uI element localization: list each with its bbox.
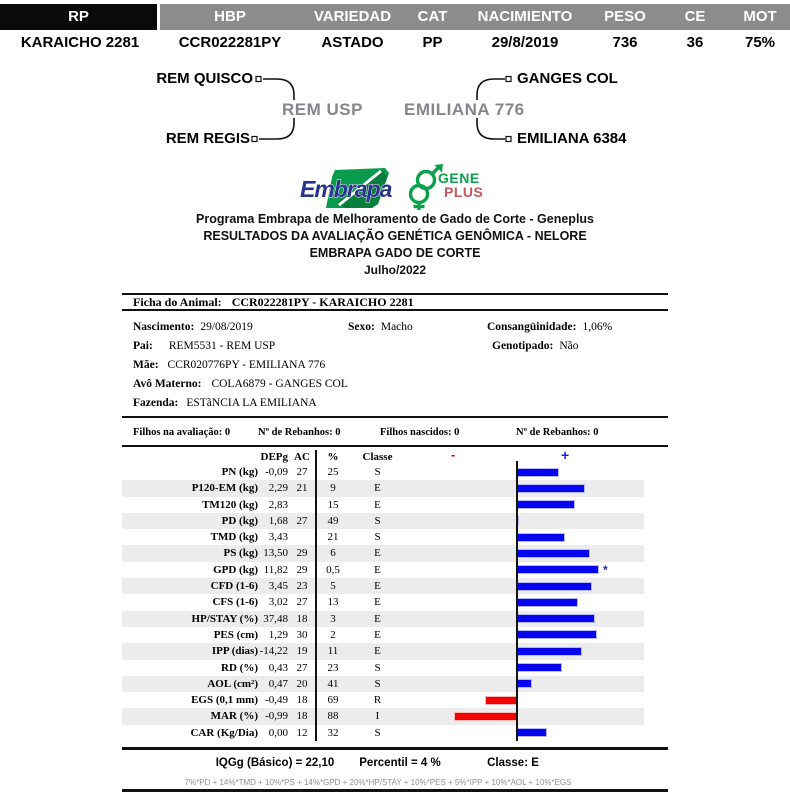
pedigree-dam: EMILIANA 776: [404, 100, 525, 119]
iqgg-formula: 7%*PD + 14%*TMD + 10%*PS + 14%*GPD + 20%*HP/STAY + 10%*PES + 5%*IPP + 10%*AOL + 10%*EGS: [184, 778, 572, 787]
trait-classe: S: [374, 677, 381, 690]
info-fazenda-label: Fazenda:: [133, 397, 179, 409]
trait-classe: E: [374, 580, 381, 593]
pedigree-dam-dam: EMILIANA 6384: [517, 130, 627, 147]
info-nascimento-label: Nascimento:: [133, 321, 195, 333]
column-divider-line: [315, 450, 317, 741]
percentile-bar-positive: [517, 565, 599, 574]
trait-depg: 13,50: [263, 547, 288, 560]
percentile-bar-positive: [517, 647, 582, 656]
percentile-bar-positive: [517, 582, 592, 591]
header-chart-cell: [405, 447, 644, 464]
percentile-bar-positive: [517, 549, 590, 558]
percentile-bar-negative: [454, 712, 517, 721]
percentile-bar-positive: [517, 500, 575, 509]
stat-value: 0: [454, 427, 460, 438]
trait-bar-cell: [405, 692, 644, 708]
trait-classe: E: [374, 547, 381, 560]
female-symbol-icon: [411, 186, 428, 203]
info-genotipado: [492, 340, 579, 352]
trait-depg: 3,45: [268, 580, 288, 593]
rule-below-info: [122, 416, 668, 418]
percentile-bar-positive: [517, 663, 562, 672]
stat-label: Filhos na avaliação:: [133, 427, 223, 438]
trait-ac: 18: [296, 710, 308, 723]
trait-bar-cell: [405, 545, 644, 561]
trait-label: IPP (dias): [211, 645, 258, 658]
trait-bar-cell: [405, 627, 644, 643]
percentile-bar-negative: [485, 696, 517, 705]
dep-row: [122, 676, 644, 692]
dep-rows: [122, 464, 668, 741]
plus-axis-label: +: [561, 447, 570, 463]
stat-label: Nº de Rebanhos:: [516, 427, 591, 438]
dep-row: [122, 725, 644, 741]
trait-bar-cell: [405, 529, 644, 545]
value-col-mot: 75%: [744, 34, 776, 51]
trait-percentil: 6: [330, 547, 336, 560]
percentile-bar-positive: [517, 679, 532, 688]
pedigree-sire: REM USP: [282, 100, 363, 119]
dep-row: [122, 611, 644, 627]
trait-percentil: 88: [327, 710, 339, 723]
trait-bar-cell: [405, 464, 644, 480]
percentile-bar-positive: [517, 630, 597, 639]
trait-bar-cell: [405, 594, 644, 610]
results-title: RESULTADOS DA AVALIAÇÃO GENÉTICA GENÔMICA - NELORE: [203, 229, 587, 243]
info-avo-label: Avô Materno:: [133, 378, 202, 390]
dep-row: [122, 643, 644, 659]
trait-ac: 19: [296, 645, 308, 658]
trait-classe: E: [374, 612, 381, 625]
trait-ac: 12: [296, 726, 308, 739]
percentile-bar-positive: [517, 533, 565, 542]
header-ac: AC: [294, 451, 310, 463]
dep-row: [122, 660, 644, 676]
ficha-line: [133, 295, 414, 310]
value-col-cat: PP: [422, 34, 443, 51]
minus-axis-label: -: [451, 447, 456, 462]
trait-percentil: 21: [327, 531, 339, 544]
info-avo-value: COLA6879 - GANGES COL: [211, 378, 348, 390]
trait-percentil: 5: [330, 580, 336, 593]
trait-label: CAR (Kg/Dia): [190, 726, 258, 739]
trait-depg: 1,68: [268, 514, 288, 527]
trait-percentil: 15: [327, 498, 339, 511]
stat-label: Nº de Rebanhos:: [258, 427, 333, 438]
header-col-nacimiento: NACIMIENTO: [460, 4, 590, 30]
trait-label: CFS (1-6): [212, 596, 258, 609]
trait-label: EGS (0,1 mm): [191, 694, 258, 707]
stat-value: 0: [224, 427, 231, 438]
trait-ac: 27: [296, 514, 308, 527]
trait-bar-cell: [405, 660, 644, 676]
info-fazenda: [133, 397, 317, 409]
dep-row: [122, 529, 644, 545]
animal-header-table: [0, 4, 790, 55]
trait-depg: 0,43: [268, 661, 288, 674]
stat-rebanhos-2: [516, 427, 599, 438]
trait-percentil: 11: [327, 645, 339, 658]
dep-row: [122, 578, 644, 594]
header-depg: DEPg: [260, 451, 288, 463]
trait-classe: S: [374, 726, 381, 739]
pedigree-sire-dam: REM REGIS: [165, 130, 250, 147]
geneplus-gene-text: GENE: [438, 170, 480, 186]
header-col-variedad: VARIEDAD: [300, 4, 405, 30]
dep-row: [122, 627, 644, 643]
stat-value: 0: [593, 427, 599, 438]
trait-depg: 2,29: [268, 482, 288, 495]
ficha-value: CCR022281PY - KARAICHO 2281: [231, 295, 414, 309]
trait-classe: S: [374, 466, 381, 478]
report-date: Julho/2022: [363, 263, 427, 277]
bar-star-marker: *: [603, 562, 608, 577]
trait-classe: S: [374, 661, 381, 674]
value-col-peso: 736: [612, 34, 638, 51]
info-mae-value: CCR020776PY - EMILIANA 776: [167, 359, 326, 371]
value-col-variedad: ASTADO: [321, 34, 384, 51]
header-col-ce: CE: [660, 4, 730, 30]
trait-label: PS (kg): [223, 547, 258, 560]
info-sexo: [348, 321, 413, 333]
trait-ac: 23: [296, 580, 308, 593]
trait-classe: E: [374, 596, 381, 609]
dep-row: [122, 708, 644, 724]
trait-bar-cell: [405, 708, 644, 724]
info-mae-label: Mãe:: [133, 359, 159, 371]
trait-label: PD (kg): [221, 514, 258, 527]
trait-percentil: 13: [327, 596, 339, 609]
info-mae: [133, 359, 325, 371]
trait-depg: 0,00: [268, 726, 288, 739]
percentil-summary: Percentil = 4 %: [359, 757, 441, 769]
classe-summary: Classe: E: [487, 757, 539, 769]
trait-label: AOL (cm²): [207, 677, 258, 690]
percentile-bar-positive: [517, 598, 578, 607]
info-sexo-label: Sexo:: [348, 321, 375, 333]
info-genotipado-value: Não: [559, 340, 579, 352]
trait-ac: 27: [296, 596, 308, 609]
pedigree-node-marker: [256, 77, 261, 82]
trait-classe: I: [375, 710, 380, 723]
trait-depg: 3,43: [268, 531, 288, 544]
trait-percentil: 9: [330, 482, 336, 495]
header-col-mot: MOT: [730, 4, 790, 30]
rule-below-stats: [122, 445, 668, 447]
trait-depg: 3,02: [268, 596, 288, 609]
geneplus-plus-text: PLUS: [444, 184, 484, 200]
trait-percentil: 41: [327, 677, 339, 690]
trait-label: RD (%): [221, 661, 258, 674]
info-consang-value: 1,06%: [582, 321, 613, 333]
info-avo-materno: [133, 378, 348, 390]
trait-label: GPD (kg): [213, 563, 258, 576]
pedigree-node-marker: [506, 77, 511, 82]
iqgg-summary: IQGg (Básico) = 22,10: [215, 757, 335, 769]
trait-bar-cell: [405, 497, 644, 513]
stat-value: 0: [335, 427, 341, 438]
info-genotipado-label: Genotipado:: [492, 340, 554, 352]
trait-classe: E: [374, 645, 381, 658]
geneplus-logo: [398, 164, 486, 212]
chart-axis-line: [516, 461, 518, 741]
trait-bar-cell: [405, 643, 644, 659]
pedigree-connectors: [0, 60, 790, 160]
trait-ac: 27: [296, 466, 308, 478]
trait-depg: -0,49: [265, 694, 288, 707]
header-spacer: [122, 450, 258, 464]
trait-ac: 20: [296, 677, 308, 690]
trait-label: PES (cm): [213, 628, 258, 641]
trait-label: HP/STAY (%): [191, 612, 258, 625]
trait-depg: -14,22: [259, 645, 288, 658]
institution-title: EMBRAPA GADO DE CORTE: [309, 246, 481, 260]
stat-rebanhos-1: [258, 427, 341, 438]
trait-label: TMD (kg): [210, 531, 258, 544]
header-col-rp: RP: [0, 4, 160, 30]
stat-filhos-nascidos: [380, 427, 459, 438]
trait-depg: 11,82: [263, 563, 288, 576]
percentile-bar-positive: [517, 728, 547, 737]
trait-depg: -0,09: [265, 466, 288, 478]
trait-percentil: 2: [330, 628, 336, 641]
trait-bar-cell: [405, 578, 644, 594]
trait-ac: 27: [296, 661, 308, 674]
info-nascimento: [133, 321, 253, 333]
value-col-ce: 36: [686, 34, 704, 51]
header-col-peso: PESO: [590, 4, 660, 30]
trait-ac: 29: [296, 563, 308, 576]
program-title: Programa Embrapa de Melhoramento de Gado de Corte - Geneplus: [196, 212, 594, 226]
percentile-bar-positive: [517, 484, 585, 493]
dep-row: [122, 464, 644, 480]
percentile-bar-positive: [517, 614, 595, 623]
dep-row: [122, 594, 644, 610]
percentile-bar-positive: [517, 468, 559, 477]
rule-bottom: [122, 789, 668, 792]
dep-row: [122, 562, 644, 578]
ficha-label: Ficha do Animal:: [133, 295, 222, 309]
trait-bar-cell: [405, 562, 644, 578]
trait-classe: S: [374, 531, 381, 544]
trait-classe: R: [373, 694, 382, 707]
trait-classe: E: [374, 482, 381, 495]
trait-label: CFD (1-6): [210, 580, 258, 593]
stat-filhos-avaliacao: [133, 427, 230, 438]
info-consanguinidade: [487, 321, 612, 333]
value-col-hbp: CCR022281PY: [178, 34, 282, 51]
trait-depg: 2,83: [268, 498, 288, 511]
trait-label: P120-EM (kg): [191, 482, 258, 495]
pedigree-node-marker: [252, 137, 257, 142]
trait-label: MAR (%): [210, 710, 258, 723]
trait-ac: 18: [296, 612, 308, 625]
trait-bar-cell: [405, 725, 644, 741]
dep-row: [122, 480, 644, 496]
trait-ac: 29: [296, 547, 308, 560]
trait-percentil: 49: [327, 514, 339, 527]
trait-depg: 1,29: [268, 628, 288, 641]
trait-bar-cell: [405, 513, 644, 529]
info-pai: [133, 340, 275, 352]
stat-label: Filhos nascidos:: [380, 427, 452, 438]
dep-table-header: [122, 447, 668, 464]
trait-depg: 0,47: [268, 677, 288, 690]
trait-bar-cell: [405, 611, 644, 627]
trait-ac: [288, 529, 316, 545]
trait-depg: -0,99: [265, 710, 288, 723]
trait-percentil: 25: [327, 466, 339, 478]
trait-classe: S: [374, 514, 381, 527]
rule-below-table: [122, 747, 668, 750]
value-col-rp: KARAICHO 2281: [20, 34, 140, 51]
info-consang-label: Consangüinidade:: [487, 321, 577, 333]
pedigree-node-marker: [506, 137, 511, 142]
trait-classe: E: [374, 498, 381, 511]
pedigree-dam-sire: GANGES COL: [517, 70, 618, 87]
info-pai-label: Pai:: [133, 340, 153, 352]
trait-label: TM120 (kg): [202, 498, 258, 511]
dep-row: [122, 513, 644, 529]
info-pai-value: REM5531 - REM USP: [168, 340, 276, 352]
trait-percentil: 23: [327, 661, 339, 674]
value-col-nacimiento: 29/8/2019: [491, 34, 559, 51]
trait-ac: [288, 497, 316, 513]
trait-percentil: 3: [330, 612, 336, 625]
trait-percentil: 32: [327, 726, 339, 739]
info-fazenda-value: ESTãNCIA LA EMILIANA: [186, 397, 317, 409]
info-sexo-value: Macho: [380, 321, 413, 333]
dep-row: [122, 497, 644, 513]
header-classe: Classe: [362, 451, 393, 463]
trait-bar-cell: [405, 676, 644, 692]
trait-label: PN (kg): [221, 466, 258, 478]
pedigree-sire-sire: REM QUISCO: [156, 70, 253, 87]
trait-ac: 18: [296, 694, 308, 707]
dep-row: [122, 545, 644, 561]
trait-ac: 30: [296, 628, 308, 641]
trait-depg: 37,48: [263, 612, 288, 625]
trait-ac: 21: [296, 482, 308, 495]
info-nascimento-value: 29/08/2019: [200, 321, 253, 333]
trait-percentil: 69: [327, 694, 339, 707]
trait-classe: E: [374, 628, 381, 641]
trait-bar-cell: [405, 480, 644, 496]
header-col-hbp: HBP: [160, 4, 300, 30]
dep-table: [122, 447, 668, 741]
embrapa-wordmark: Embrapa: [300, 176, 392, 202]
dep-row: [122, 692, 644, 708]
trait-classe: E: [374, 563, 381, 576]
header-col-cat: CAT: [405, 4, 460, 30]
embrapa-logo: [299, 167, 395, 209]
header-pct: %: [327, 451, 339, 463]
trait-percentil: 0,5: [326, 563, 340, 576]
